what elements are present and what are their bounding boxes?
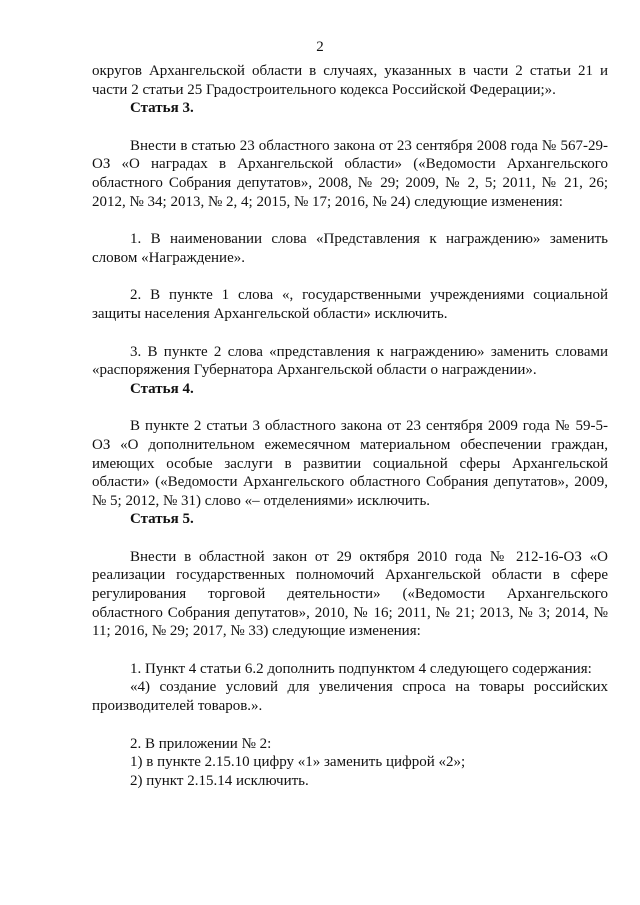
article-4-heading: Статья 4.: [130, 380, 194, 397]
article-3-heading: Статья 3.: [130, 100, 194, 117]
intro-paragraph: округов Архангельской области в случаях, указанных в части 2 статьи 21 и части 2 статьи 25 Градостроительного кодекса Российской Федерации;».: [92, 63, 608, 98]
article-5-heading: Статья 5.: [130, 511, 194, 528]
article-3-item-3: 3. В пункте 2 слова «представления к награждению» заменить словами «распоряжения Губернатора Архангельской области о награждении».: [92, 343, 608, 379]
article-5-lead: Внести в областной закон от 29 октября 2010 года № 212-16-ОЗ «О реализации государственных полномочий Архангельской области в сфере регулирования торговой деятельности» («Ведомости Архангельского областного Собрания депутатов», 2010, № 16; 2011, № 21; 2013, № 3; 2014, № 11; 2016, № 29; 2017, № 33) следующие изменения:: [92, 548, 608, 640]
article-3-item-1: 1. В наименовании слова «Представления к награждению» заменить словом «Награждение».: [92, 231, 608, 266]
article-5-item-1-quote: «4) создание условий для увеличения спроса на товары российских производителей товаров.».: [92, 679, 608, 715]
article-3-lead: Внести в статью 23 областного закона от 23 сентября 2008 года № 567-29-ОЗ «О наградах в Архангельской области» («Ведомости Архангельского областного Собрания депутатов», 2008, № 29; 2009, № 2, 5; 2011, № 21, 26; 2012, № 34; 2013, № 2, 4; 2015, № 17; 2016, № 24) следующие изменения:: [92, 137, 608, 210]
article-5-item-2-sub-1: 1) в пункте 2.15.10 цифру «1» заменить цифрой «2»;: [130, 754, 466, 771]
page-number: 2: [316, 39, 324, 55]
document-body: [92, 62, 608, 790]
article-5-item-2: 2. В приложении № 2:: [130, 735, 272, 752]
article-3-item-2: 2. В пункте 1 слова «, государственными учреждениями социальной защиты населения Архангельской области» исключить.: [92, 287, 608, 322]
article-5-item-2-sub-2: 2) пункт 2.15.14 исключить.: [130, 772, 309, 789]
article-5-item-1: 1. Пункт 4 статьи 6.2 дополнить подпунктом 4 следующего содержания:: [130, 660, 592, 677]
article-4-text: В пункте 2 статьи 3 областного закона от 23 сентября 2009 года № 59-5-ОЗ «О дополнительном ежемесячном материальном обеспечении граждан, имеющих особые заслуги в развитии социальной сферы Архангельской области» («Ведомости Архангельского областного Собрания депутатов», 2009, № 5; 2012, № 31) слово «– отделениями» исключить.: [92, 418, 608, 509]
